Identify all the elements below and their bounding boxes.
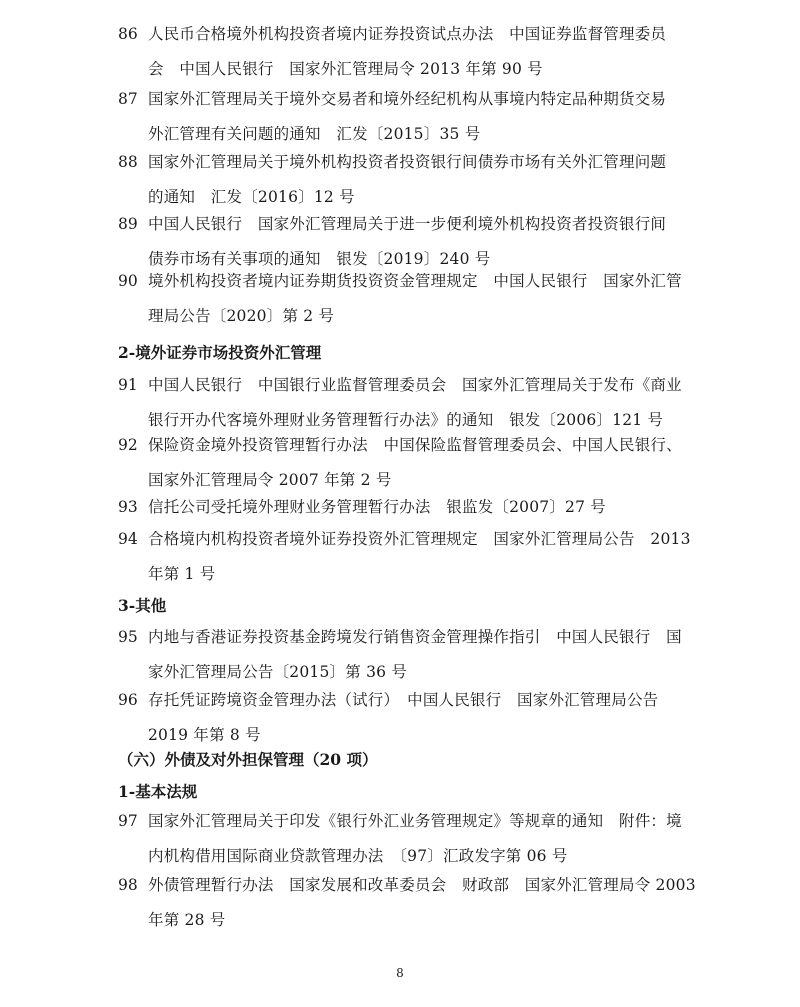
item-number: 97 xyxy=(118,812,138,830)
item-text-line: 境外机构投资者境内证券期货投资资金管理规定 中国人民银行 国家外汇管 xyxy=(148,272,682,290)
item-text-line: 合格境内机构投资者境外证券投资外汇管理规定 国家外汇管理局公告 2013 xyxy=(148,530,691,548)
item-text-line: 债券市场有关事项的通知 银发〔2019〕240 号 xyxy=(148,250,491,268)
item-number: 91 xyxy=(118,376,138,394)
item-text-line: 理局公告〔2020〕第 2 号 xyxy=(148,307,335,325)
item-number: 96 xyxy=(118,691,138,709)
list-item xyxy=(118,145,698,215)
list-item xyxy=(118,620,698,690)
item-number: 87 xyxy=(118,90,138,108)
item-text-line: 中国人民银行 中国银行业监督管理委员会 国家外汇管理局关于发布《商业 xyxy=(148,376,682,394)
section-heading: 3-其他 xyxy=(118,596,167,615)
item-text-line: 保险资金境外投资管理暂行办法 中国保险监督管理委员会、中国人民银行、 xyxy=(148,436,682,454)
chapter-heading: （六）外债及对外担保管理（20 项） xyxy=(118,750,378,769)
item-text-line: 家外汇管理局公告〔2015〕第 36 号 xyxy=(148,663,408,681)
item-text-line: 会 中国人民银行 国家外汇管理局令 2013 年第 90 号 xyxy=(148,60,543,78)
item-number: 94 xyxy=(118,530,138,548)
item-number: 93 xyxy=(118,498,138,516)
item-text-line: 国家外汇管理局令 2007 年第 2 号 xyxy=(148,471,392,489)
item-text-line: 内地与香港证券投资基金跨境发行销售资金管理操作指引 中国人民银行 国 xyxy=(148,628,682,646)
item-text-line: 国家外汇管理局关于境外机构投资者投资银行间债券市场有关外汇管理问题 xyxy=(148,153,667,171)
list-item xyxy=(118,264,698,334)
item-text-line: 外债管理暂行办法 国家发展和改革委员会 财政部 国家外汇管理局令 2003 xyxy=(148,876,696,894)
item-number: 88 xyxy=(118,153,138,171)
item-text-line: 2019 年第 8 号 xyxy=(148,726,261,744)
item-text-line: 信托公司受托境外理财业务管理暂行办法 银监发〔2007〕27 号 xyxy=(148,498,606,516)
item-number: 89 xyxy=(118,215,138,233)
item-text-line: 的通知 汇发〔2016〕12 号 xyxy=(148,188,355,206)
list-item xyxy=(118,17,698,87)
page-number: 8 xyxy=(396,966,404,980)
section-heading: 2-境外证券市场投资外汇管理 xyxy=(118,343,322,362)
item-text-line: 国家外汇管理局关于境外交易者和境外经纪机构从事境内特定品种期货交易 xyxy=(148,90,667,108)
item-number: 92 xyxy=(118,436,138,454)
item-text-line: 内机构借用国际商业贷款管理办法 〔97〕汇政发字第 06 号 xyxy=(148,847,568,865)
list-item xyxy=(118,804,698,874)
list-item xyxy=(118,82,698,152)
list-item xyxy=(118,522,698,592)
item-text-line: 国家外汇管理局关于印发《银行外汇业务管理规定》等规章的通知 附件：境 xyxy=(148,812,682,830)
section-heading: 1-基本法规 xyxy=(118,782,198,801)
item-text-line: 银行开办代客境外理财业务管理暂行办法》的通知 银发〔2006〕121 号 xyxy=(148,411,664,429)
list-item xyxy=(118,428,698,498)
item-number: 86 xyxy=(118,25,138,43)
item-text-line: 年第 1 号 xyxy=(148,565,216,583)
list-item xyxy=(118,868,698,938)
item-text-line: 人民币合格境外机构投资者境内证券投资试点办法 中国证券监督管理委员 xyxy=(148,25,667,43)
item-number: 90 xyxy=(118,272,138,290)
item-text-line: 外汇管理有关问题的通知 汇发〔2015〕35 号 xyxy=(148,125,481,143)
item-number: 98 xyxy=(118,876,138,894)
list-item xyxy=(118,490,698,525)
item-text-line: 中国人民银行 国家外汇管理局关于进一步便利境外机构投资者投资银行间 xyxy=(148,215,667,233)
item-number: 95 xyxy=(118,628,138,646)
item-text-line: 年第 28 号 xyxy=(148,911,226,929)
item-text-line: 存托凭证跨境资金管理办法（试行） 中国人民银行 国家外汇管理局公告 xyxy=(148,691,659,709)
